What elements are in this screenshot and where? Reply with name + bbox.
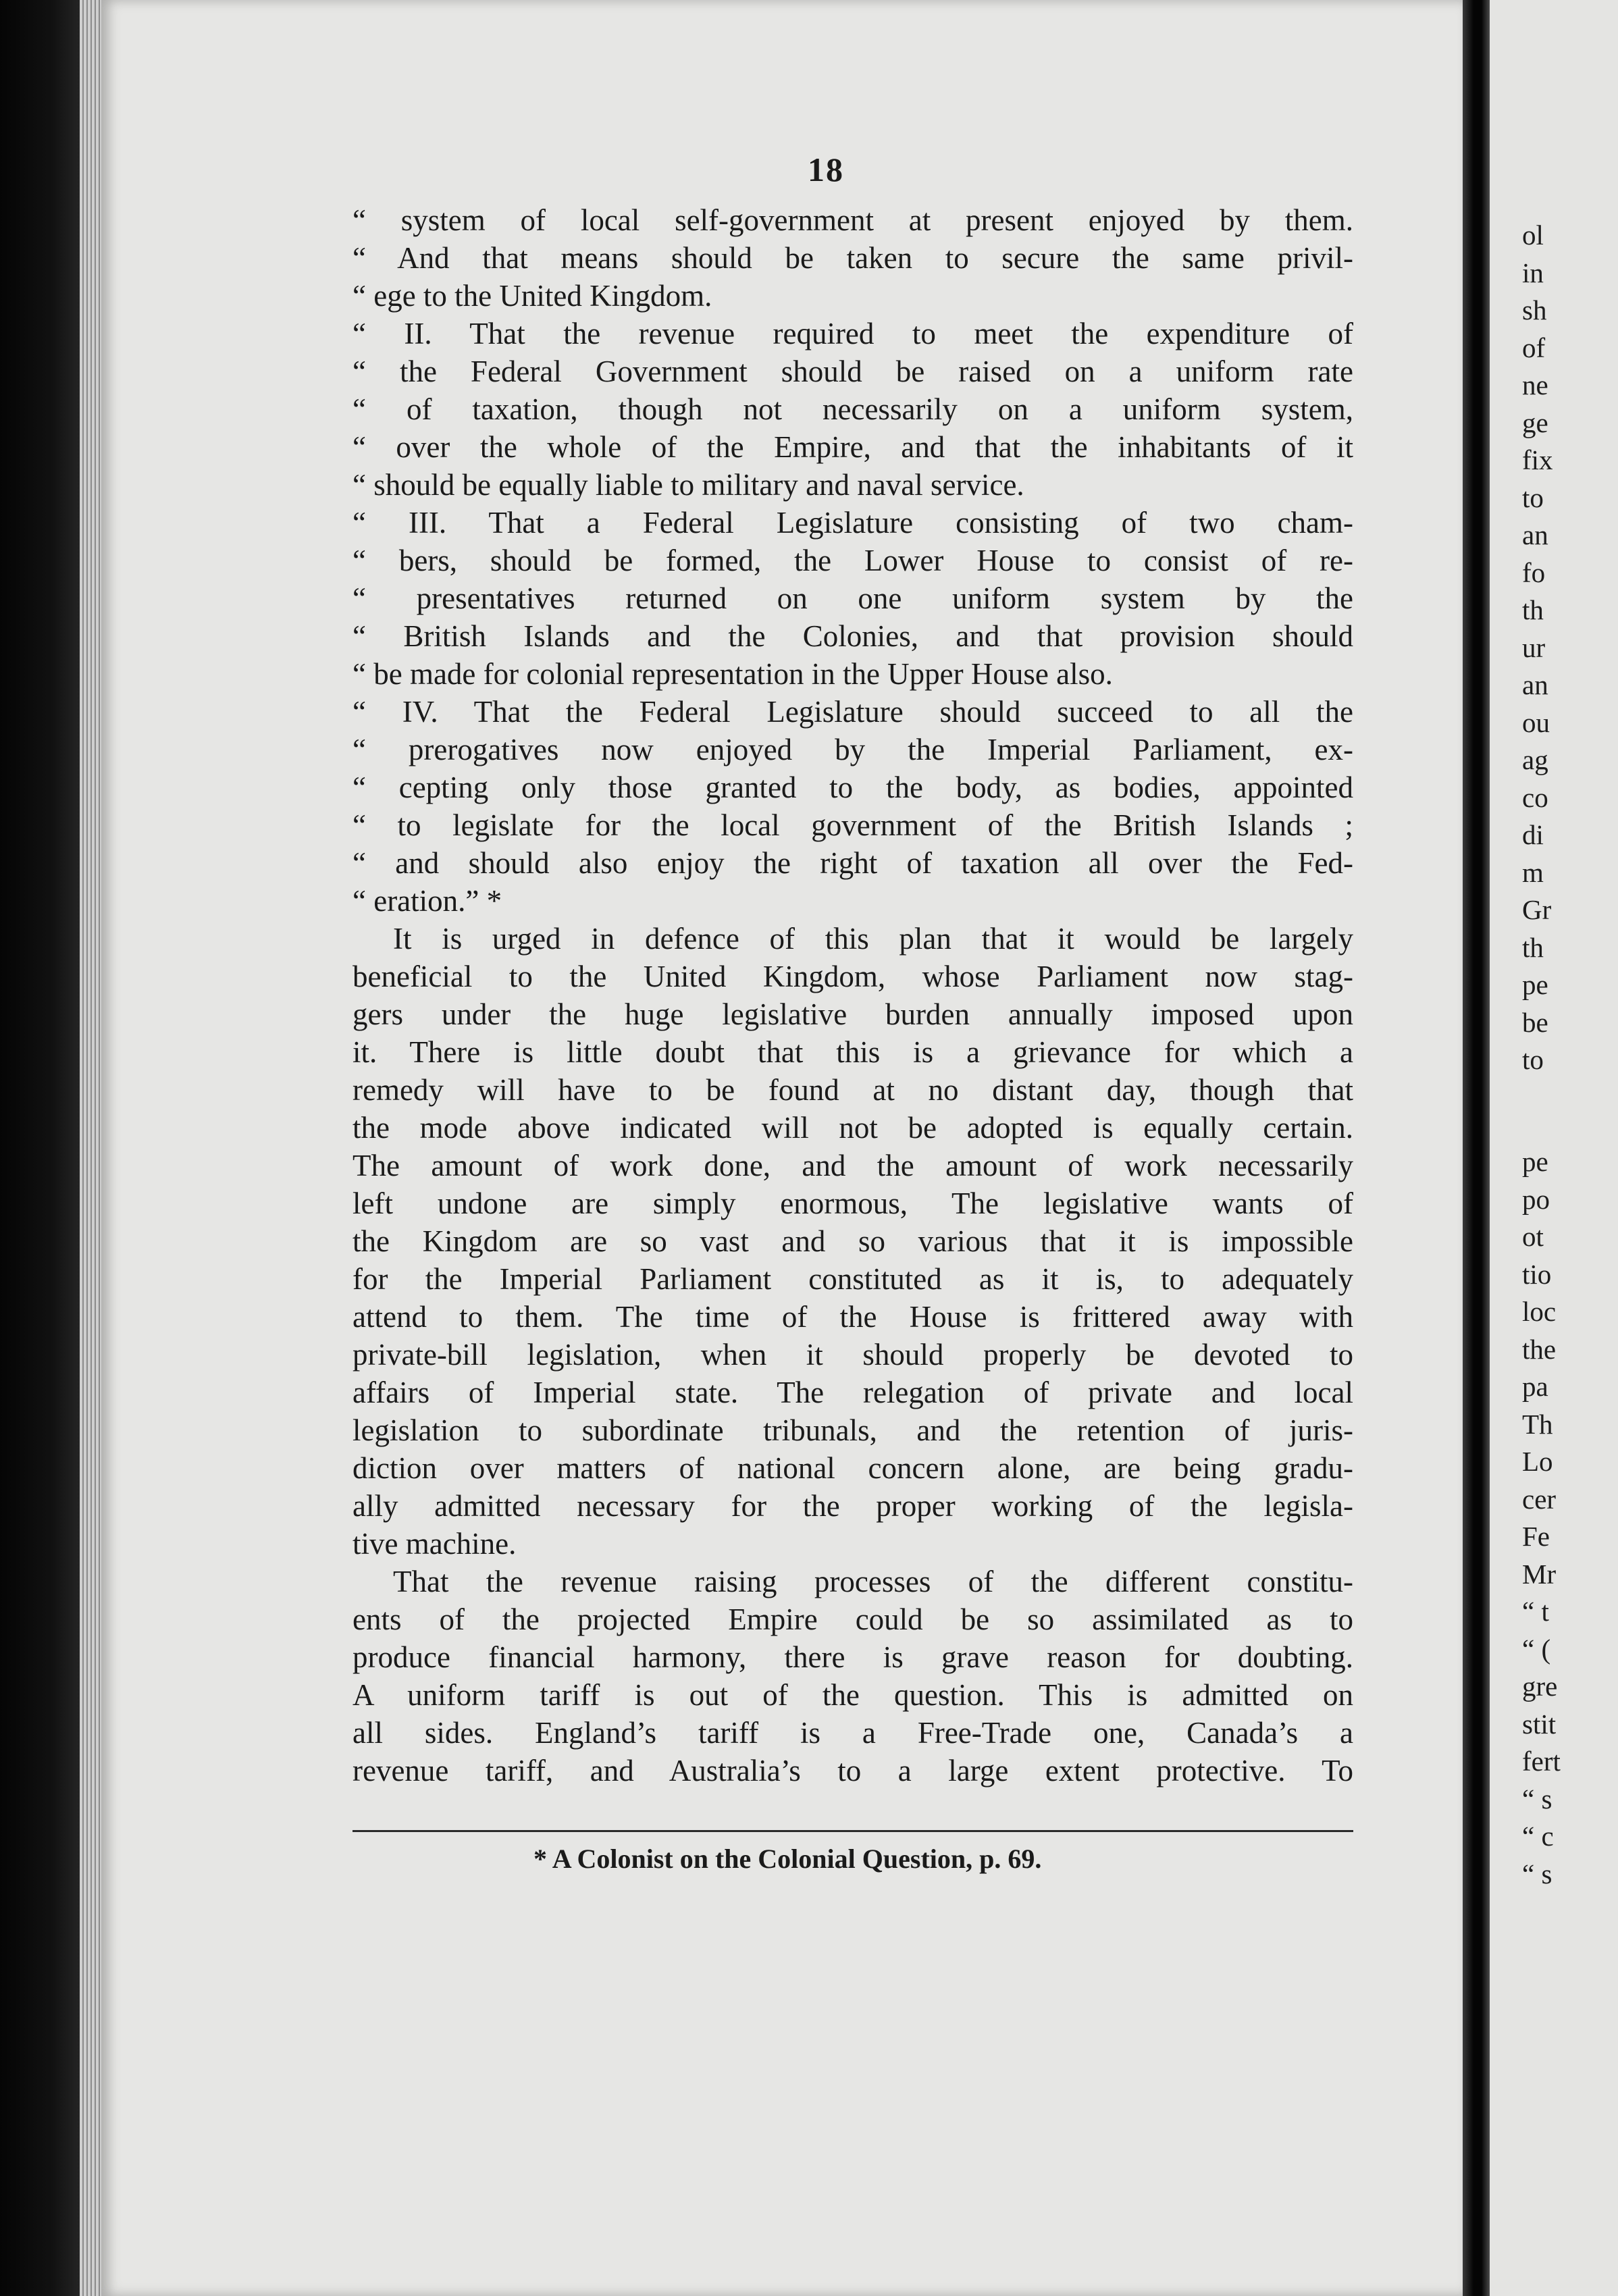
text-line: “ cepting only those granted to the body, as bodies, appointed — [353, 771, 1353, 804]
adjacent-page-text: Th — [1522, 1408, 1553, 1440]
text-line: private-bill legislation, when it should properly be devoted to — [353, 1338, 1353, 1372]
text-line: “ presentatives returned on one uniform system by the — [353, 581, 1353, 615]
adjacent-page-text: gre — [1522, 1671, 1558, 1702]
text-line: tive machine. — [353, 1527, 517, 1561]
adjacent-page-text: loc — [1522, 1296, 1557, 1327]
text-line: “ British Islands and the Colonies, and that provision should — [353, 619, 1353, 653]
adjacent-page-text: “ s — [1522, 1783, 1552, 1815]
text-line: attend to them. The time of the House is frittered away with — [353, 1300, 1353, 1334]
text-line: for the Imperial Parliament constituted as it is, to adequately — [353, 1262, 1353, 1296]
adjacent-page-text: fo — [1522, 556, 1546, 588]
text-line: “ system of local self-government at present enjoyed by them. — [353, 203, 1353, 237]
text-line: “ eration.” * — [353, 884, 502, 918]
adjacent-page-text: Gr — [1522, 894, 1552, 925]
text-line: gers under the huge legislative burden annually imposed upon — [353, 997, 1353, 1031]
adjacent-page-text: of — [1522, 332, 1546, 363]
text-line: remedy will have to be found at no distant day, though that — [353, 1073, 1353, 1107]
adjacent-page-text: fert — [1522, 1746, 1561, 1777]
adjacent-page-text: ge — [1522, 407, 1548, 438]
adjacent-page-text: stit — [1522, 1708, 1557, 1740]
adjacent-page-fragment — [1490, 0, 1618, 2296]
adjacent-page-text: m — [1522, 856, 1544, 888]
adjacent-page-text: pa — [1522, 1371, 1548, 1402]
text-line: “ be made for colonial representation in the Upper House also. — [353, 657, 1113, 691]
adjacent-page-text: to — [1522, 481, 1544, 513]
adjacent-page-text: sh — [1522, 294, 1547, 325]
text-line: “ and should also enjoy the right of taxation all over the Fed- — [353, 846, 1353, 880]
footnote: * A Colonist on the Colonial Question, p. 69. — [533, 1844, 1042, 1874]
adjacent-page-text: co — [1522, 781, 1548, 813]
text-line: affairs of Imperial state. The relegation of private and local — [353, 1376, 1353, 1409]
text-line: “ II. That the revenue required to meet the expenditure of — [353, 317, 1353, 350]
adjacent-page-text: pe — [1522, 969, 1548, 1000]
text-line: produce financial harmony, there is grave reason for doubting. — [353, 1640, 1353, 1674]
text-line: “ And that means should be taken to secure the same privil- — [353, 241, 1353, 275]
text-line: “ ege to the United Kingdom. — [353, 279, 712, 313]
adjacent-page-text: ol — [1522, 219, 1544, 251]
adjacent-page-text: th — [1522, 594, 1544, 625]
adjacent-page-text: tio — [1522, 1258, 1552, 1290]
text-line: “ the Federal Government should be raised on a uniform rate — [353, 355, 1353, 388]
text-line: ents of the projected Empire could be so assimilated as to — [353, 1602, 1353, 1636]
text-line: The amount of work done, and the amount of work necessarily — [353, 1149, 1353, 1182]
text-line: diction over matters of national concern alone, are being gradu- — [353, 1451, 1353, 1485]
adjacent-page-text: to — [1522, 1044, 1544, 1075]
text-line: “ over the whole of the Empire, and that the inhabitants of it — [353, 430, 1353, 464]
adjacent-page-text: pe — [1522, 1146, 1548, 1177]
adjacent-page-text: “ ( — [1522, 1633, 1551, 1665]
adjacent-page-text: po — [1522, 1183, 1550, 1215]
adjacent-page-text: Fe — [1522, 1521, 1550, 1552]
adjacent-page-text: the — [1522, 1333, 1557, 1365]
page-number: 18 — [808, 151, 844, 188]
text-line: all sides. England’s tariff is a Free-Trade one, Canada’s a — [353, 1716, 1353, 1750]
text-line: the mode above indicated will not be adopted is equally certain. — [353, 1111, 1353, 1145]
adjacent-page-text: “ c — [1522, 1821, 1554, 1852]
book-gutter — [1463, 0, 1490, 2296]
text-line: It is urged in defence of this plan that it would be largely — [393, 922, 1353, 956]
text-line: “ to legislate for the local government of the British Islands ; — [353, 808, 1353, 842]
adjacent-page-text: ne — [1522, 369, 1548, 400]
text-line: That the revenue raising processes of the different constitu- — [393, 1565, 1353, 1598]
adjacent-page-text: an — [1522, 669, 1548, 700]
adjacent-page-text: ou — [1522, 706, 1550, 738]
text-line: legislation to subordinate tribunals, and the retention of juris- — [353, 1413, 1353, 1447]
text-line: revenue tariff, and Australia’s to a large extent protective. To — [353, 1754, 1353, 1788]
text-line: the Kingdom are so vast and so various that it is impossible — [353, 1224, 1353, 1258]
adjacent-page-text: ag — [1522, 744, 1548, 775]
adjacent-page-text: “ t — [1522, 1596, 1549, 1627]
text-line: beneficial to the United Kingdom, whose Parliament now stag- — [353, 960, 1353, 993]
adjacent-page-text: ot — [1522, 1221, 1544, 1252]
text-line: “ bers, should be formed, the Lower House to consist of re- — [353, 544, 1353, 577]
adjacent-page-text: Lo — [1522, 1446, 1553, 1477]
footnote-divider — [353, 1830, 1353, 1832]
text-line: it. There is little doubt that this is a grievance for which a — [353, 1035, 1353, 1069]
adjacent-page-text: th — [1522, 931, 1544, 963]
adjacent-page-text: Mr — [1522, 1558, 1557, 1590]
adjacent-page-text: “ s — [1522, 1858, 1552, 1889]
scan-left-margin — [0, 0, 88, 2296]
text-line: ally admitted necessary for the proper working of the legisla- — [353, 1489, 1353, 1523]
adjacent-page-text: di — [1522, 819, 1544, 850]
text-line: “ of taxation, though not necessarily on a uniform system, — [353, 392, 1353, 426]
adjacent-page-text: fix — [1522, 444, 1553, 475]
text-line: left undone are simply enormous, The legislative wants of — [353, 1186, 1353, 1220]
adjacent-page-text: cer — [1522, 1483, 1557, 1515]
adjacent-page-text: ur — [1522, 631, 1546, 663]
adjacent-page-text: an — [1522, 519, 1548, 550]
text-line: “ prerogatives now enjoyed by the Imperial Parliament, ex- — [353, 733, 1353, 766]
adjacent-page-text: in — [1522, 257, 1544, 288]
text-line: “ should be equally liable to military and naval service. — [353, 468, 1024, 502]
text-line: A uniform tariff is out of the question. This is admitted on — [353, 1678, 1353, 1712]
text-line: “ III. That a Federal Legislature consisting of two cham- — [353, 506, 1353, 540]
text-line: “ IV. That the Federal Legislature should succeed to all the — [353, 695, 1353, 729]
adjacent-page-text: be — [1522, 1006, 1548, 1038]
